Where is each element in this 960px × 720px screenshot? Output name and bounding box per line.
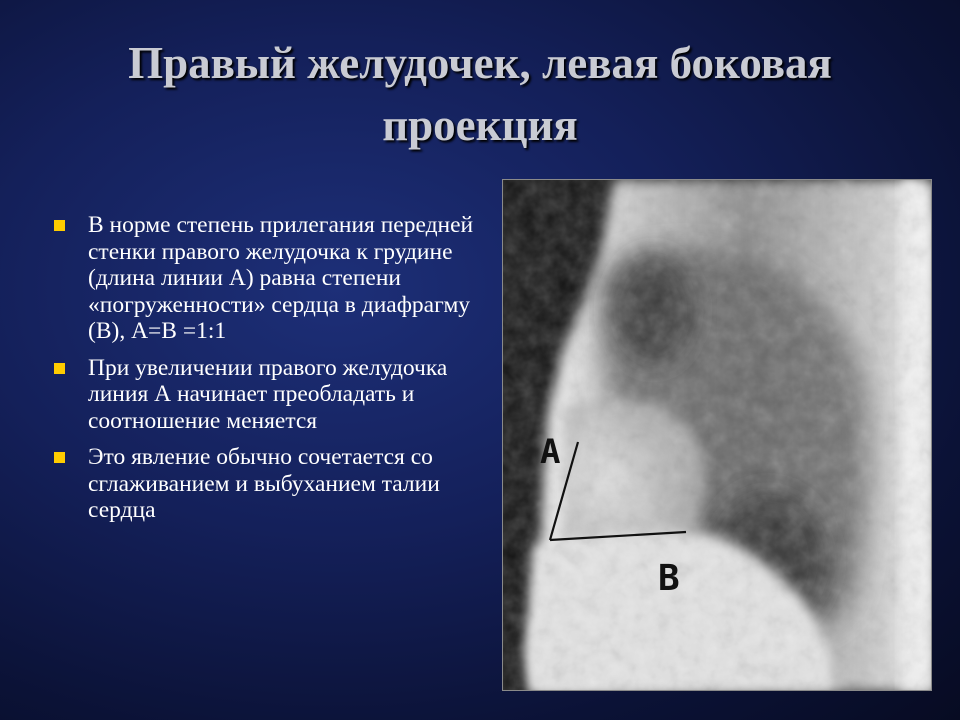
bullet-item-1 [54,212,484,345]
slide-title [0,32,960,156]
square-bullet-icon [54,452,65,463]
square-bullet-icon [54,363,65,374]
bullet-text-2: При увеличении правого желудочка линия А начинает преобладать и соотношение меняется [88,354,448,434]
slide-title-line-1: Правый желудочек, левая боковая [128,38,832,88]
slide-title-line-2: проекция [382,100,578,150]
bullet-item-2 [54,355,484,435]
bullet-text-3: Это явление обычно сочетается со сглаживанием и выбуханием талии сердца [88,444,440,523]
label-a: A [540,432,561,472]
square-bullet-icon [54,220,65,231]
bullet-text-1: В норме степень прилегания передней стенки правого желудочка к грудине (длина линии А) равна степени «погруженности» сердца в диафрагму (В), А=В =1:1 [88,212,474,344]
bullet-list [54,212,484,534]
bullet-item-3 [54,444,484,524]
label-b: B [658,558,680,599]
chest-xray-image [502,179,932,691]
xray-illustration [503,180,932,691]
